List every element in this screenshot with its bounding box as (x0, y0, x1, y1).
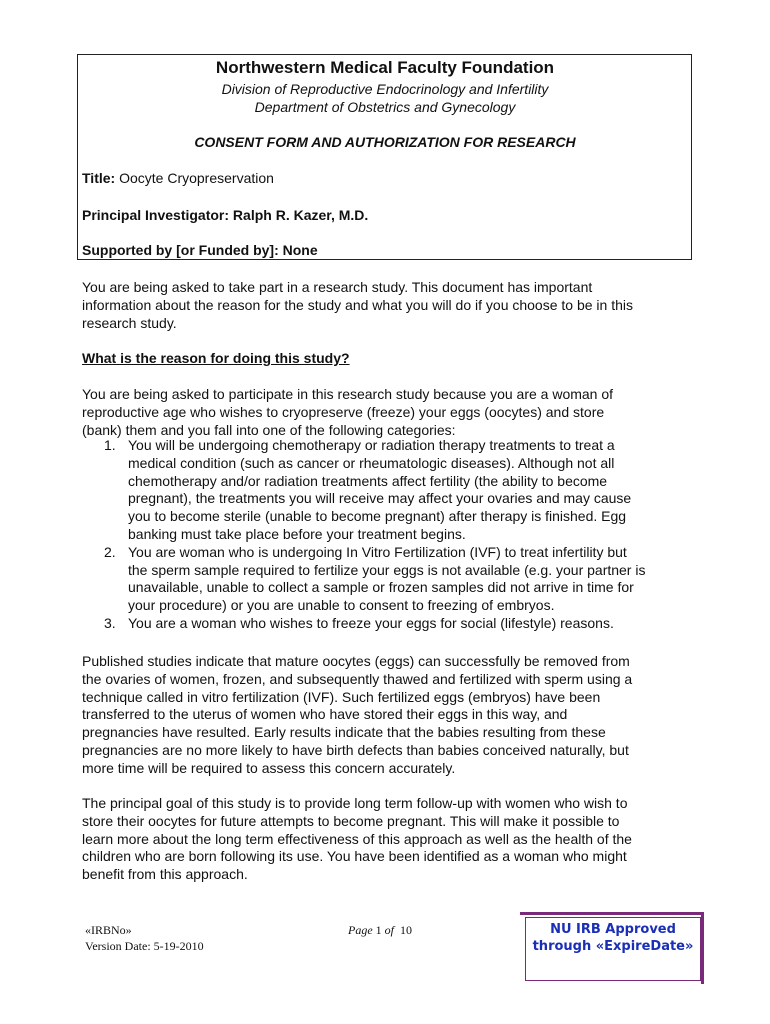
study-title-label: Title: (82, 170, 116, 186)
form-title: CONSENT FORM AND AUTHORIZATION FOR RESEARCH (194, 134, 576, 150)
list-item: 3. You are a woman who wishes to freeze your eggs for social (lifestyle) reasons. (104, 614, 614, 631)
funding-source: Supported by [or Funded by]: None (82, 242, 318, 258)
irb-stamp-text: NU IRB Approved through «ExpireDate» (532, 922, 694, 954)
irb-number: «IRBNo» (85, 923, 132, 937)
department-name: Department of Obstetrics and Gynecology (254, 99, 516, 115)
list-item: 2. You are woman who is undergoing In Vitro Fertilization (IVF) to treat infertility but the sperm sample required to fertilize your eggs is not available (e.g. your partner is unavailable, unable to collect a sample or frozen samples did not arrive in time for your procedure) or you are unable to consent to freezing of embryos. (104, 543, 646, 614)
intro-paragraph: You are being asked to take part in a research study. This document has important information about the reason for the study and what you will do if you choose to be in this research study. (82, 279, 633, 331)
section-heading: What is the reason for doing this study? (82, 350, 350, 366)
organization-name: Northwestern Medical Faculty Foundation (215, 58, 555, 77)
published-studies-paragraph: Published studies indicate that mature oocytes (eggs) can successfully be removed from the ovaries of women, frozen, and subsequently thawed and fertilized with sperm using a technique called in vitro fertilization (IVF). Such fertilized eggs (embryos) have been transferred to the uterus of women who have stored their eggs in this way, and pregnancies have resulted. Early results indicate that the babies resulting from these pregnancies are no more likely to have birth defects than babies conceived naturally, but more time will be required to assess this concern accurately. (82, 653, 633, 776)
study-title-field (82, 170, 274, 186)
study-title-value: Oocyte Cryopreservation (115, 170, 274, 186)
category-list (82, 437, 688, 633)
reason-paragraph: You are being asked to participate in this research study because you are a woman of reproductive age who wishes to cryopreserve (freeze) your eggs (oocytes) and store (bank) them and you fall into one of the following categories: (82, 386, 614, 438)
version-date: Version Date: 5-19-2010 (85, 939, 204, 953)
division-name: Division of Reproductive Endocrinology and Infertility (221, 81, 549, 97)
study-goal-paragraph: The principal goal of this study is to provide long term follow-up with women who wish to store their oocytes for future attempts to become pregnant. This will make it possible to learn more about the long term effectiveness of this approach as well as the health of the children who are born following its use. You have been identified as a woman who might benefit from this approach. (82, 795, 632, 883)
page-number: Page 1 of 10 (348, 923, 412, 937)
list-item: 1. You will be undergoing chemotherapy or radiation therapy treatments to treat a medical condition (such as cancer or rheumatologic diseases). Although not all chemotherapy and/or radiation treatments affect fertility (the ability to become pregnant), the treatments you will receive may affect your ovaries and may cause you to become sterile (unable to become pregnant) after therapy is finished. Egg banking must take place before your treatment begins. (104, 437, 632, 542)
principal-investigator: Principal Investigator: Ralph R. Kazer, M.D. (82, 207, 369, 223)
